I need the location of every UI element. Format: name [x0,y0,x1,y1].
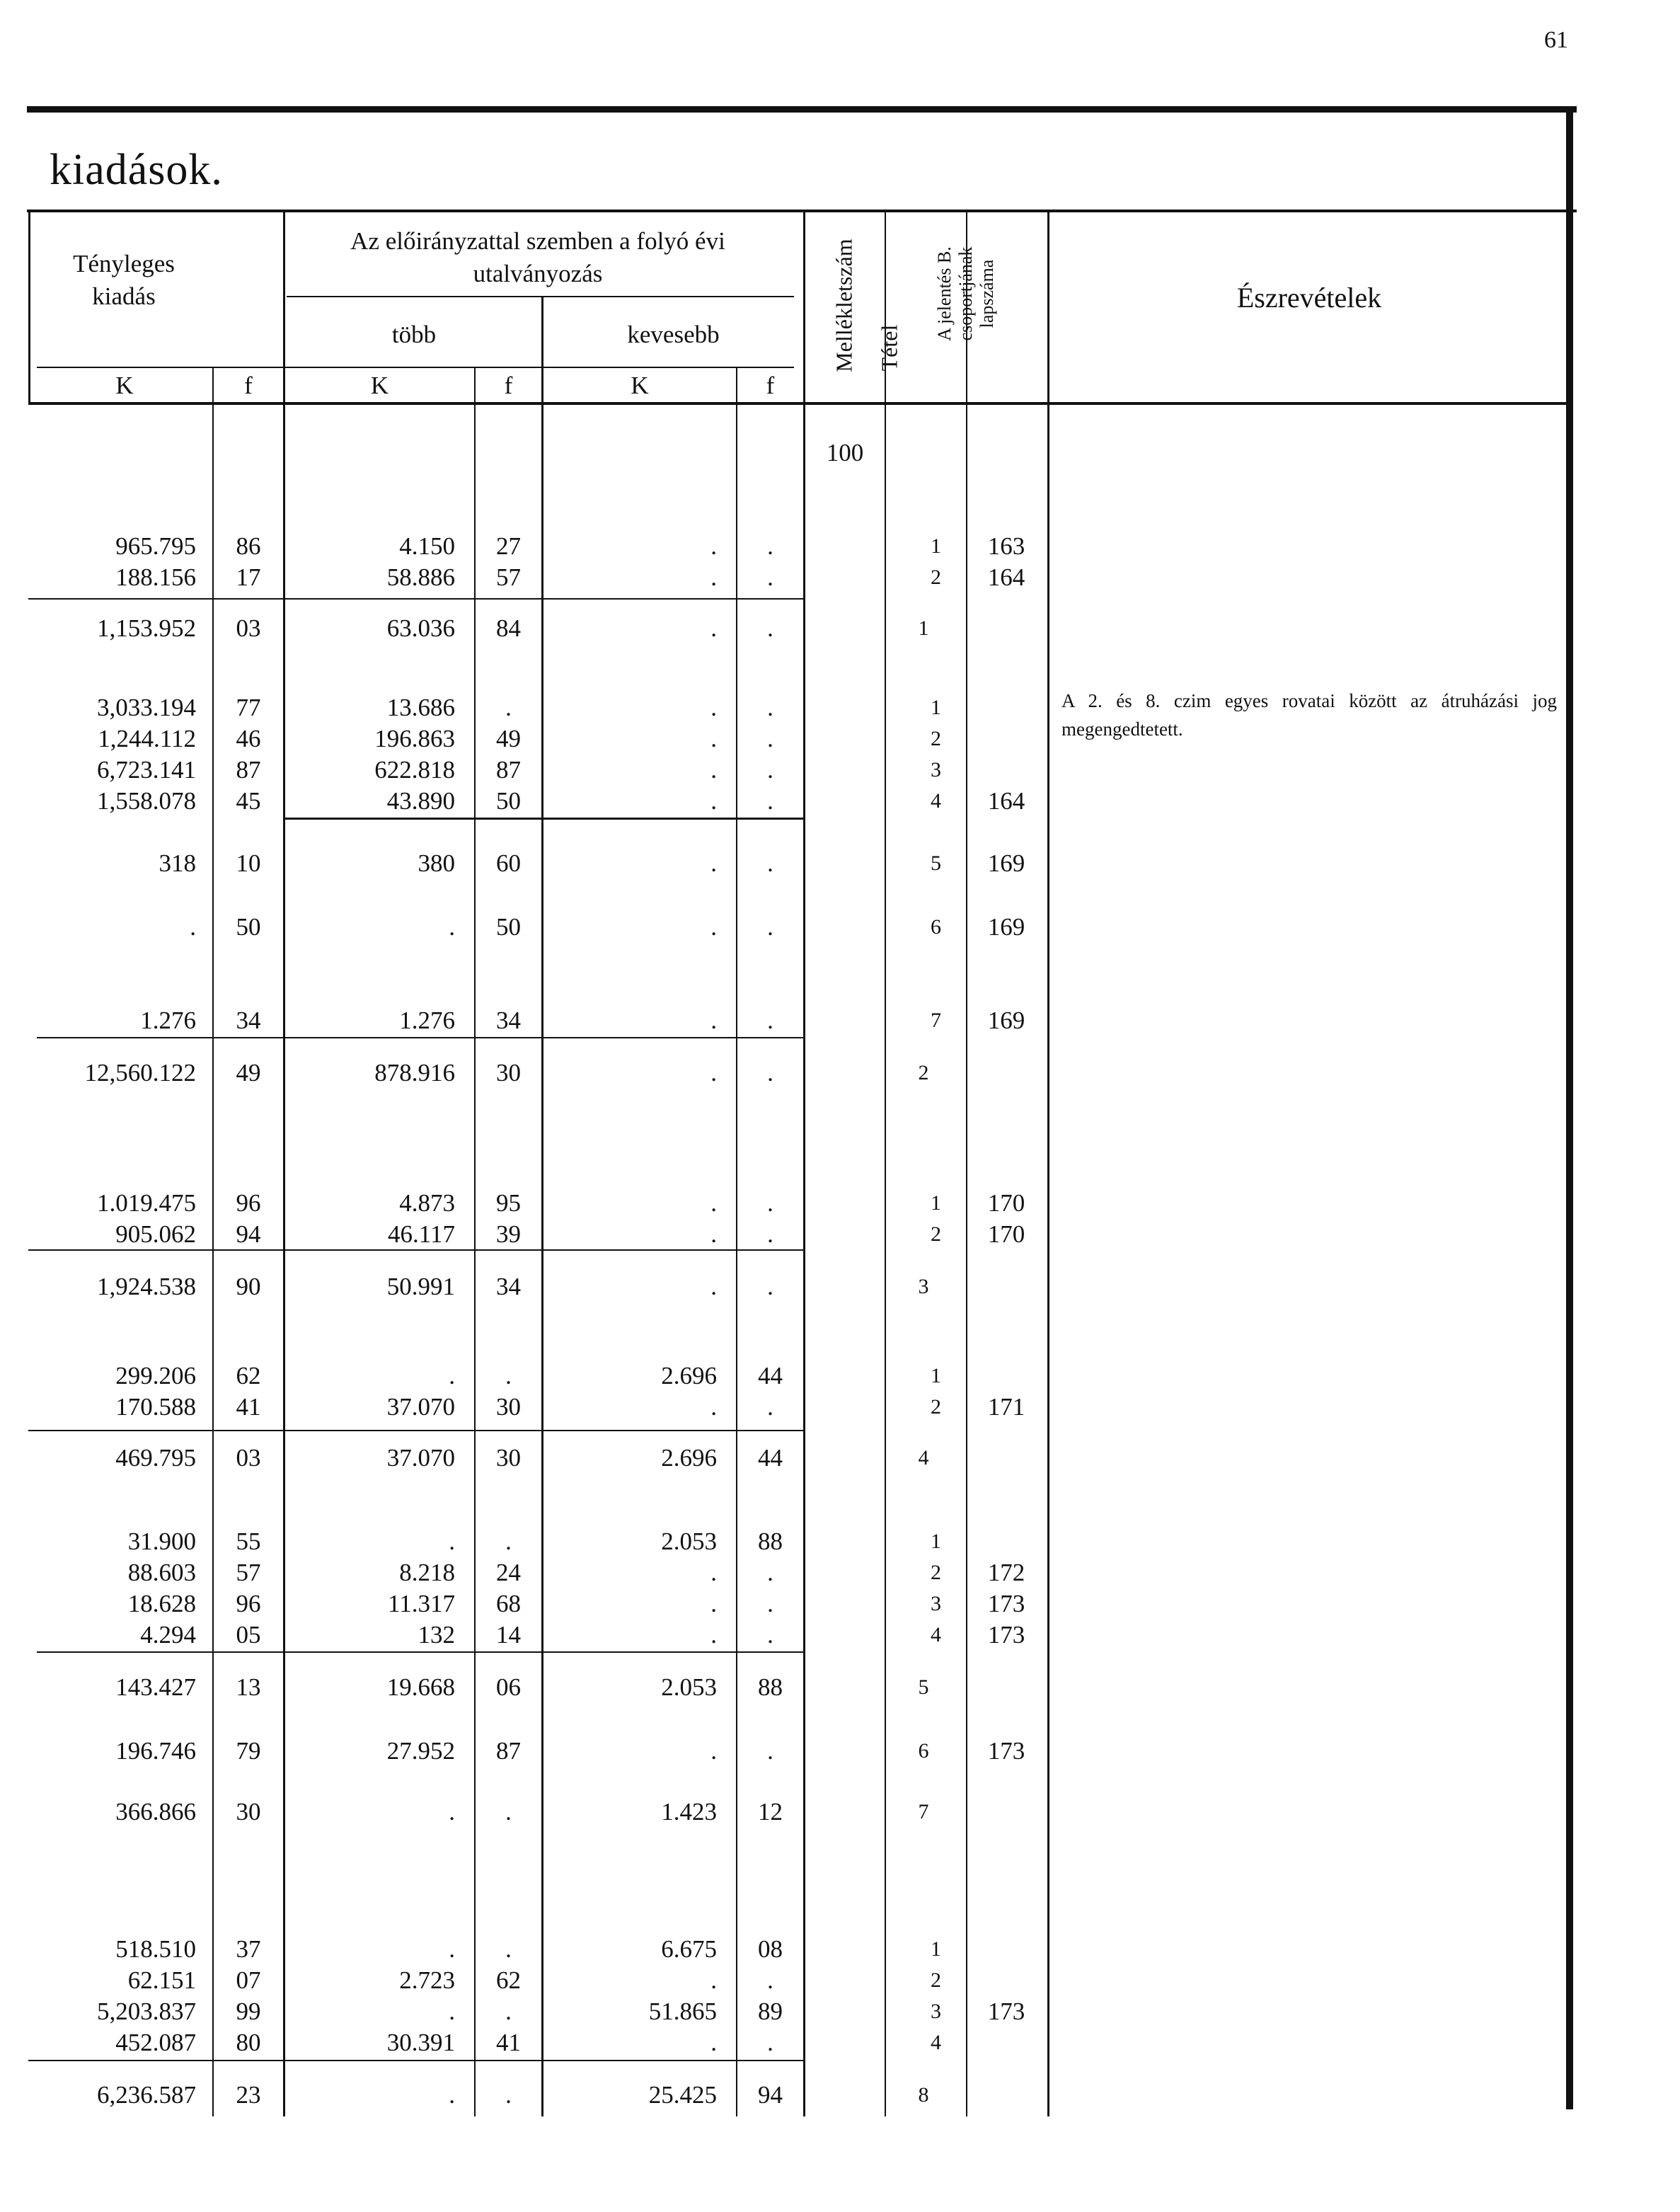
cell-less-k: 2.053 [661,1528,717,1555]
cell-less-k: . [710,913,717,941]
cell-less-k: . [710,1007,717,1034]
cell-less-f: . [767,787,773,815]
cell-less-k: 25.425 [648,2081,717,2109]
cell-less-k: . [710,1189,717,1217]
cell-more-k: 196.863 [374,725,455,752]
col-line-9 [1047,212,1049,2116]
cell-actual-f: 17 [236,563,261,591]
cell-less-k: . [710,563,717,591]
cell-actual-k: 5,203.837 [97,1998,196,2025]
cell-more-k: 50.991 [386,1273,455,1300]
cell-more-f: . [505,1528,512,1555]
cell-less-f: . [767,1393,773,1421]
cell-actual-f: 79 [236,1737,261,1765]
cell-more-f: 87 [496,756,521,784]
cell-actual-k: 12,560.122 [84,1059,196,1087]
header-report-page: A jelentés B. csoportjának lapszáma [934,246,997,341]
cell-more-k: 4.873 [399,1189,455,1217]
cell-item: 2 [931,1395,941,1419]
header-less: kevesebb [627,321,720,348]
subtotal-rule-1 [28,598,803,600]
cell-item: 7 [931,1009,941,1032]
cell-less-f: 89 [758,1998,783,2025]
cell-item: 1 [931,1530,941,1553]
cell-less-k: 1.423 [661,1798,717,1826]
cell-actual-k: 965.795 [115,532,196,560]
cell-less-f: . [767,913,773,941]
cell-actual-k: 318 [159,849,196,877]
cell-actual-k: 62.151 [127,1966,196,1994]
cell-actual-f: 99 [236,1998,261,2025]
cell-less-k: . [710,1220,717,1248]
cell-more-k: 63.036 [386,614,455,642]
cell-more-f: . [505,1935,512,1963]
cell-more-k: 37.070 [386,1444,455,1472]
header-f-3: f [766,372,775,399]
cell-less-f: . [767,1059,773,1087]
cell-actual-f: 87 [236,756,261,784]
cell-item: 5 [931,852,941,875]
cell-actual-f: 77 [236,694,261,721]
cell-report-page: 173 [987,1590,1025,1617]
header-k-3: K [631,372,649,399]
cell-actual-f: 34 [236,1007,261,1034]
cell-actual-k: 469.795 [115,1444,196,1472]
cell-actual-f: 50 [236,913,261,941]
cell-actual-k: 170.588 [115,1393,196,1421]
cell-report-page: 164 [987,563,1025,591]
cell-less-k: . [710,1966,717,1994]
cell-actual-f: 30 [236,1798,261,1826]
cell-more-k: . [449,1998,455,2025]
header-remarks: Észrevételek [1236,282,1382,314]
cell-report-page: 164 [987,787,1025,815]
subtotal-rule-6 [37,1651,803,1653]
cell-item: 4 [918,1446,929,1469]
cell-less-f: . [767,725,773,752]
cell-more-f: 62 [496,1966,521,1994]
cell-less-k: . [710,614,717,642]
cell-more-k: 380 [418,849,455,877]
cell-more-k: 622.818 [374,756,455,784]
cell-less-f: . [767,756,773,784]
cell-less-f: . [767,1621,773,1649]
cell-less-k: 6.675 [661,1935,717,1963]
header-more: több [391,321,437,348]
right-border [1566,106,1573,2109]
cell-more-k: 27.952 [386,1737,455,1765]
header-appendix: Mellékletszám [831,239,857,372]
cell-actual-f: 86 [236,532,261,560]
cell-more-f: . [505,1998,512,2025]
cell-actual-k: 4.294 [140,1621,196,1649]
cell-more-k: . [449,913,455,941]
cell-actual-k: 6,723.141 [97,756,196,784]
appendix-value: 100 [826,439,864,466]
page-heading: kiadások. [50,146,223,194]
page-number: 61 [1544,27,1568,53]
col-line-0 [28,212,30,403]
remark-text: A 2. és 8. czim egyes rovatai között az átruházási jog megengedtetett. [1061,690,1557,740]
cell-actual-f: 07 [236,1966,261,1994]
cell-item: 1 [931,1191,941,1215]
cell-actual-k: 518.510 [115,1935,196,1963]
cell-less-f: . [767,1966,773,1994]
cell-item: 4 [931,1623,941,1646]
cell-actual-k: 1,153.952 [97,614,196,642]
cell-actual-k: . [190,913,196,941]
cell-actual-k: 1,244.112 [98,725,196,752]
cell-actual-k: 1,924.538 [97,1273,196,1300]
cell-more-f: . [505,2081,512,2109]
cell-less-k: 2.696 [661,1362,717,1389]
cell-more-f: . [505,1362,512,1389]
cell-more-f: . [505,1798,512,1826]
cell-actual-k: 18.628 [127,1590,196,1617]
cell-more-f: 49 [496,725,521,752]
cell-more-k: . [449,1798,455,1826]
header-f-1: f [244,372,253,399]
cell-item: 6 [918,1739,929,1763]
kf-label-rule [37,367,794,368]
cell-more-f: 41 [496,2029,521,2056]
cell-actual-k: 1,558.078 [97,787,196,815]
cell-more-k: 58.886 [386,563,455,591]
cell-report-page: 170 [987,1189,1025,1217]
cell-less-k: . [710,1059,717,1087]
subtotal-rule-5 [28,1430,803,1431]
cell-item: 3 [931,758,941,781]
cell-actual-f: 41 [236,1393,261,1421]
cell-less-k: . [710,1621,717,1649]
cell-report-page: 172 [987,1559,1025,1586]
cell-less-k: . [710,1559,717,1586]
cell-actual-k: 188.156 [115,563,196,591]
cell-actual-f: 96 [236,1590,261,1617]
cell-less-f: 88 [758,1673,783,1701]
cell-item: 1 [931,534,941,558]
cell-actual-f: 80 [236,2029,261,2056]
subtotal-rule-4 [28,1249,803,1251]
cell-item: 3 [918,1275,929,1298]
cell-item: 6 [931,915,941,939]
cell-item: 3 [931,2000,941,2023]
cell-actual-k: 196.746 [115,1737,196,1765]
header-bottom-rule [28,402,1567,405]
cell-actual-f: 03 [236,1444,261,1472]
cell-less-f: . [767,563,773,591]
subtotal-rule-7 [28,2060,803,2061]
cell-less-f: . [767,1590,773,1617]
cell-more-k: 878.916 [374,1059,455,1087]
cell-less-k: 51.865 [648,1998,717,2025]
cell-more-k: 19.668 [386,1673,455,1701]
cell-actual-k: 88.603 [127,1559,196,1586]
cell-report-page: 169 [987,1007,1025,1034]
cell-more-f: . [505,694,512,721]
cell-item: 1 [931,1937,941,1961]
cell-actual-f: 46 [236,725,261,752]
cell-actual-f: 55 [236,1528,261,1555]
header-compared: Az előirányzattal szemben a folyó évi utalványozás [350,227,725,287]
col-line-7 [885,212,886,2116]
cell-more-k: 1.276 [399,1007,455,1034]
cell-actual-k: 31.900 [127,1528,196,1555]
cell-item: 2 [931,1222,941,1246]
cell-item: 1 [931,1364,941,1387]
cell-less-f: . [767,1737,773,1765]
cell-actual-f: 13 [236,1673,261,1701]
cell-more-k: 2.723 [399,1966,455,1994]
cell-less-k: . [710,532,717,560]
cell-more-f: 30 [496,1393,521,1421]
cell-more-f: 50 [496,787,521,815]
cell-more-f: 24 [496,1559,521,1586]
cell-report-page: 173 [987,1737,1025,1765]
cell-more-k: 13.686 [386,694,455,721]
cell-item: 2 [931,727,941,750]
cell-item: 8 [918,2083,929,2107]
cell-actual-f: 96 [236,1189,261,1217]
cell-actual-k: 366.866 [115,1798,196,1826]
cell-actual-f: 94 [236,1220,261,1248]
cell-actual-f: 03 [236,614,261,642]
cell-more-k: . [449,2081,455,2109]
col-line-2 [283,212,285,2116]
cell-more-f: 57 [496,563,521,591]
cell-more-f: 30 [496,1444,521,1472]
cell-actual-f: 49 [236,1059,261,1087]
cell-more-k: 46.117 [388,1220,455,1248]
cell-more-k: 30.391 [386,2029,455,2056]
cell-less-k: 2.696 [661,1444,717,1472]
cell-more-k: 8.218 [399,1559,455,1586]
cell-actual-f: 10 [236,849,261,877]
cell-less-f: . [767,1007,773,1034]
compared-subrule [287,296,794,297]
cell-actual-k: 1.276 [140,1007,196,1034]
cell-less-f: 08 [758,1935,783,1963]
cell-actual-f: 45 [236,787,261,815]
cell-item: 3 [931,1592,941,1615]
cell-more-f: 06 [496,1673,521,1701]
cell-actual-f: 23 [236,2081,261,2109]
cell-less-k: . [710,725,717,752]
cell-less-k: . [710,1737,717,1765]
cell-more-k: 43.890 [386,787,455,815]
header-k-1: K [115,372,134,399]
cell-report-page: 170 [987,1220,1025,1248]
cell-less-f: 94 [758,2081,783,2109]
cell-more-f: 39 [496,1220,521,1248]
cell-less-f: . [767,1559,773,1586]
cell-actual-f: 90 [236,1273,261,1300]
cell-item: 1 [918,617,929,640]
cell-more-f: 14 [496,1621,521,1649]
cell-more-f: 30 [496,1059,521,1087]
cell-more-f: 87 [496,1737,521,1765]
cell-less-f: 12 [758,1798,783,1826]
cell-less-f: . [767,849,773,877]
cell-less-k: . [710,694,717,721]
cell-more-f: 60 [496,849,521,877]
header-item: Tétel [876,324,902,372]
heading-underline [27,210,1577,212]
cell-less-k: . [710,787,717,815]
cell-actual-k: 905.062 [115,1220,196,1248]
cell-less-f: . [767,532,773,560]
cell-item: 5 [918,1675,929,1699]
cell-less-f: . [767,1189,773,1217]
cell-report-page: 163 [987,532,1025,560]
cell-actual-k: 3,033.194 [97,694,196,721]
cell-item: 7 [918,1800,929,1823]
cell-actual-f: 62 [236,1362,261,1389]
cell-less-k: . [710,1393,717,1421]
cell-more-k: 37.070 [386,1393,455,1421]
cell-item: 2 [931,1561,941,1584]
cell-less-f: . [767,1273,773,1300]
cell-item: 1 [931,696,941,719]
cell-less-f: 88 [758,1528,783,1555]
cell-actual-f: 37 [236,1935,261,1963]
cell-report-page: 173 [987,1621,1025,1649]
cell-more-k: 132 [418,1621,455,1649]
cell-report-page: 169 [987,913,1025,941]
header-actual: Tényleges kiadás [73,250,175,310]
cell-more-k: 11.317 [388,1590,455,1617]
cell-item: 4 [931,2031,941,2054]
cell-item: 4 [931,789,941,813]
cell-more-k: 4.150 [399,532,455,560]
cell-actual-k: 1.019.475 [97,1189,196,1217]
cell-more-f: 50 [496,913,521,941]
subtotal-rule-2 [283,818,803,820]
cell-more-f: 27 [496,532,521,560]
cell-less-f: . [767,2029,773,2056]
header-k-2: K [370,372,389,399]
col-line-6 [803,212,805,2116]
col-line-8 [966,212,967,2116]
cell-more-k: . [449,1362,455,1389]
cell-report-page: 173 [987,1998,1025,2025]
cell-less-k: 2.053 [661,1673,717,1701]
cell-less-f: . [767,1220,773,1248]
cell-actual-k: 6,236.587 [97,2081,196,2109]
cell-more-f: 84 [496,614,521,642]
cell-actual-k: 452.087 [115,2029,196,2056]
cell-less-f: 44 [758,1362,783,1389]
cell-report-page: 169 [987,849,1025,877]
cell-less-k: . [710,1590,717,1617]
cell-less-f: . [767,694,773,721]
cell-less-k: . [710,849,717,877]
cell-more-k: . [449,1528,455,1555]
cell-actual-k: 299.206 [115,1362,196,1389]
cell-more-f: 68 [496,1590,521,1617]
cell-more-k: . [449,1935,455,1963]
cell-actual-k: 143.427 [115,1673,196,1701]
header-f-2: f [504,372,513,399]
cell-more-f: 95 [496,1189,521,1217]
cell-actual-f: 05 [236,1621,261,1649]
cell-less-k: . [710,2029,717,2056]
cell-item: 2 [918,1061,929,1084]
cell-actual-f: 57 [236,1559,261,1586]
cell-item: 2 [931,566,941,589]
cell-more-f: 34 [496,1273,521,1300]
subtotal-rule-3 [37,1037,803,1038]
cell-less-f: . [767,614,773,642]
cell-less-f: 44 [758,1444,783,1472]
cell-report-page: 171 [987,1393,1025,1421]
top-thick-rule [27,106,1577,113]
cell-item: 2 [931,1969,941,1992]
cell-less-k: . [710,756,717,784]
cell-more-f: 34 [496,1007,521,1034]
cell-less-k: . [710,1273,717,1300]
